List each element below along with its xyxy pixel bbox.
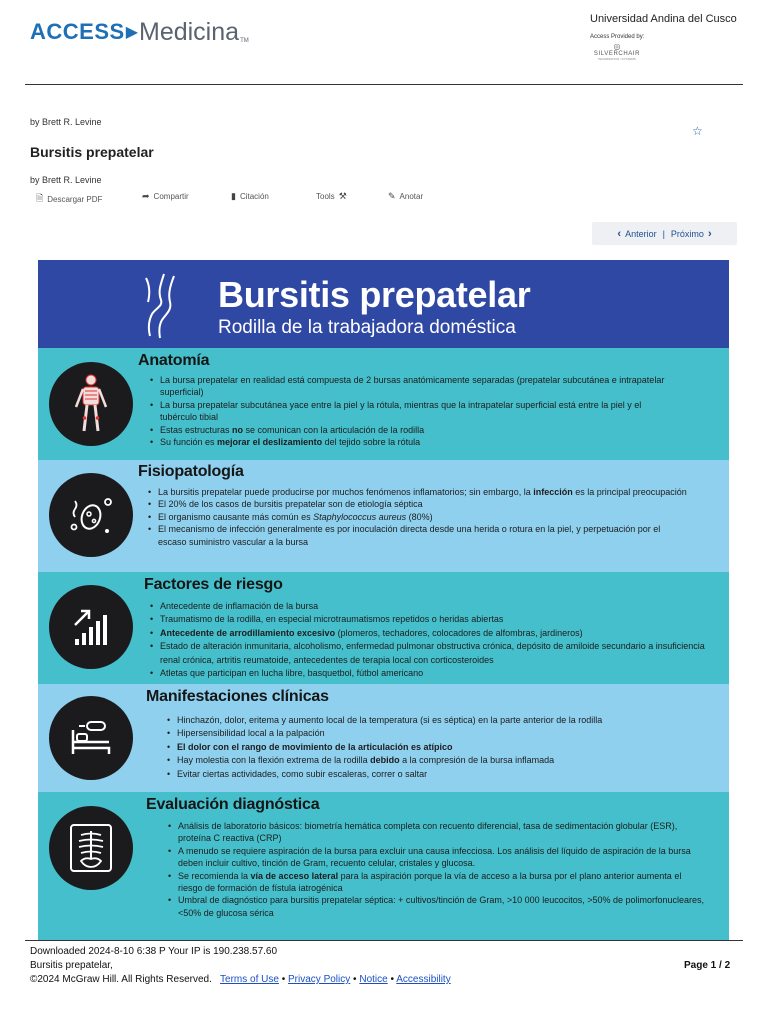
section-manifestaciones-clinicas bbox=[38, 684, 729, 792]
bullet-text: Estado de alteración inmunitaria, alcoholismo, enfermedad pulmonar obstructiva crónica, depósito de amiloide secundario a insuficiencia renal crónica, artritis reumatoide, antecedentes de terapia local con corticosteroides bbox=[160, 641, 705, 665]
share-button[interactable] bbox=[142, 191, 189, 202]
footer-divider bbox=[25, 940, 743, 941]
silverchair-logo bbox=[589, 43, 645, 61]
pdf-icon: 🗎 bbox=[36, 193, 44, 203]
download-pdf-label: Descargar PDF bbox=[47, 194, 103, 204]
bullet-item bbox=[166, 845, 706, 870]
download-info: Downloaded 2024-8-10 6:38 P Your IP is 190.238.57.60 bbox=[30, 946, 278, 957]
skeleton-icon bbox=[49, 362, 133, 446]
bullet-text: La bursitis prepatelar puede producirse por muchos fenómenos inflamatorios; sin embargo, la bbox=[158, 487, 534, 497]
bullet-item bbox=[146, 511, 691, 523]
bullet-text: infección bbox=[533, 487, 573, 497]
section-bullets bbox=[148, 600, 708, 680]
bullet-text: La bursa prepatelar subcutánea yace entre la piel y la rótula, mientras que la intrapatelar superficial está entre la piel y el tubérculo tibial bbox=[160, 399, 642, 423]
logo-access-text: ACCESS bbox=[30, 19, 125, 44]
share-label: Compartir bbox=[153, 192, 189, 201]
institution-name: Universidad Andina del Cusco bbox=[590, 13, 737, 25]
section-bullets bbox=[146, 486, 691, 548]
citation-icon: ▮ bbox=[231, 191, 236, 201]
bullet-text: Se recomienda la bbox=[178, 870, 251, 881]
infographic-banner bbox=[38, 260, 729, 348]
logo-arrow-icon: ▶ bbox=[125, 24, 138, 41]
bullet-text: Su función es bbox=[160, 437, 218, 448]
section-heading: Manifestaciones clínicas bbox=[146, 688, 329, 705]
bullet-item bbox=[146, 498, 691, 510]
silverchair-text: SILVERCHAIR bbox=[593, 51, 641, 57]
bullet-text: (80%) bbox=[406, 511, 433, 522]
logo-tm: TM bbox=[240, 38, 249, 44]
bullet-text: El 20% de los casos de bursitis prepatelar son de etiología séptica bbox=[158, 499, 423, 510]
section-anatomia bbox=[38, 348, 729, 460]
bullet-text: Estas estructuras bbox=[160, 424, 233, 435]
bullet-text: a la compresión de la bursa inflamada bbox=[399, 755, 555, 766]
accessmedicina-logo[interactable] bbox=[30, 12, 249, 52]
section-heading: Anatomía bbox=[138, 352, 210, 369]
tools-icon: ⚒ bbox=[338, 191, 347, 201]
bullet-text: del tejido sobre la rótula bbox=[322, 437, 421, 448]
bullet-text: Staphylococcus aureus bbox=[313, 511, 407, 522]
bullet-text: para la aspiración porque la vía de acceso a la bursa por el plano anterior aumenta el riesgo de formación de fístula iatrogénica bbox=[178, 870, 682, 894]
section-bullets bbox=[166, 820, 706, 919]
citation-button[interactable] bbox=[231, 191, 269, 202]
section-heading: Evaluación diagnóstica bbox=[146, 796, 320, 813]
next-link[interactable]: Próximo bbox=[670, 228, 704, 239]
bullet-text: se comunican con la articulación de la rodilla bbox=[243, 424, 425, 435]
bullet-item bbox=[148, 374, 673, 399]
pencil-icon: ✎ bbox=[388, 191, 396, 201]
chevron-right-icon[interactable]: › bbox=[707, 227, 712, 240]
bullet-text: Atletas que participan en lucha libre, basquetbol, fútbol americano bbox=[160, 668, 424, 679]
silverchair-mark-icon: ◎ bbox=[613, 42, 621, 51]
section-bullets bbox=[148, 374, 673, 448]
section-heading: Factores de riesgo bbox=[144, 576, 283, 593]
bullet-item bbox=[165, 714, 705, 727]
hospital-bed-icon bbox=[49, 696, 133, 780]
bullet-item bbox=[166, 894, 706, 919]
annotate-label: Anotar bbox=[399, 192, 424, 201]
bullet-text: debido bbox=[370, 755, 400, 766]
citation-label: Citación bbox=[239, 192, 269, 201]
leg-icon bbox=[138, 272, 178, 340]
bullet-item bbox=[165, 768, 705, 781]
bullet-item bbox=[148, 640, 708, 667]
link-separator: • bbox=[353, 974, 357, 985]
bullet-text: Hinchazón, dolor, eritema y aumento local de la temperatura (si es séptica) en la parte anterior de la rodilla bbox=[177, 715, 603, 725]
article-title: Bursitis prepatelar bbox=[30, 144, 154, 160]
footer-article-title: Bursitis prepatelar, bbox=[30, 960, 113, 971]
download-pdf-button[interactable] bbox=[36, 191, 102, 207]
silverchair-tagline: INFORMATION / SYSTEMS bbox=[598, 57, 636, 61]
bullet-text: Evitar ciertas actividades, como subir escaleras, correr o saltar bbox=[177, 768, 428, 779]
bullet-item bbox=[148, 600, 708, 613]
bullet-item bbox=[148, 627, 708, 640]
bullet-item bbox=[165, 741, 705, 754]
infographic-title: Bursitis prepatelar bbox=[218, 274, 531, 315]
logo-medicina-text: Medicina bbox=[139, 17, 240, 46]
bullet-text: Antecedente de arrodillamiento excesivo bbox=[160, 627, 336, 638]
section-heading: Fisiopatología bbox=[138, 463, 244, 480]
bullet-item bbox=[166, 820, 706, 845]
bullet-text: no bbox=[232, 424, 244, 435]
bullet-text: (plomeros, techadores, colocadores de alfombras, jardineros) bbox=[335, 627, 583, 638]
page-number: Page 1 / 2 bbox=[684, 960, 731, 971]
bullet-item bbox=[166, 870, 706, 895]
pager-separator: | bbox=[662, 228, 665, 239]
section-factores-de-riesgo bbox=[38, 572, 729, 684]
bullet-item bbox=[148, 667, 708, 680]
byline: by Brett R. Levine bbox=[30, 175, 102, 185]
terms-of-use-link[interactable]: Terms of Use bbox=[220, 974, 279, 985]
section-fisiopatologia bbox=[38, 460, 729, 572]
bullet-text: El mecanismo de infección generalmente es por inoculación directa desde una herida o rotura en la piel, y perpetuación por el escaso suministro vascular a la bursa bbox=[158, 524, 661, 547]
bullet-item bbox=[146, 523, 691, 548]
accessibility-link[interactable]: Accessibility bbox=[396, 974, 451, 985]
bullet-item bbox=[146, 486, 691, 498]
bullet-text: A menudo se requiere aspiración de la bursa para excluir una causa infecciosa. Los análisis del líquido de aspiración de la bursa deben incluir cultivo, tinción de Gram, recuento celular, cristales y glucosa. bbox=[178, 845, 691, 869]
copyright-text: ©2024 McGraw Hill. All Rights Reserved. bbox=[30, 974, 212, 985]
bullet-item bbox=[148, 424, 673, 436]
bullet-text: Traumatismo de la rodilla, en especial microtraumatismos repetidos o heridas abiertas bbox=[160, 614, 504, 625]
annotate-button[interactable] bbox=[388, 191, 423, 202]
bullet-text: La bursa prepatelar en realidad está compuesta de 2 bursas anatómicamente separadas (prepatelar subcutánea e intrapatelar superficial) bbox=[160, 375, 665, 398]
bullet-text: Antecedente de inflamación de la bursa bbox=[160, 601, 319, 611]
rising-bars-icon bbox=[49, 585, 133, 669]
bullet-text: mejorar el deslizamiento bbox=[217, 437, 323, 448]
bullet-text: Hay molestia con la flexión extrema de la rodilla bbox=[177, 755, 371, 766]
share-icon: ➦ bbox=[142, 191, 150, 201]
section-evaluacion-diagnostica bbox=[38, 792, 729, 940]
bullet-item bbox=[165, 754, 705, 767]
section-bullets bbox=[165, 714, 705, 781]
bullet-text: Análisis de laboratorio básicos: biometría hemática completa con recuento diferencial, tasa de sedimentación globular (ESR), proteína C reactiva (CRP) bbox=[178, 821, 678, 844]
bullet-text: El dolor con el rango de movimiento de la articulación es atípico bbox=[177, 741, 453, 752]
bullet-item bbox=[148, 399, 673, 424]
bullet-item bbox=[165, 727, 705, 740]
bullet-item bbox=[148, 436, 673, 448]
bullet-text: Hipersensibilidad local a la palpación bbox=[177, 728, 325, 739]
chevron-left-icon[interactable]: ‹ bbox=[617, 227, 622, 240]
byline-top: by Brett R. Levine bbox=[30, 117, 102, 127]
favorite-star-icon[interactable]: ☆ bbox=[692, 124, 703, 138]
bacteria-icon bbox=[49, 473, 133, 557]
link-separator: • bbox=[390, 974, 394, 985]
link-separator: • bbox=[281, 974, 286, 985]
infographic bbox=[38, 260, 729, 940]
bullet-text: vía de acceso lateral bbox=[250, 870, 339, 881]
bullet-text: es la principal preocupación bbox=[572, 487, 687, 497]
bullet-text: El organismo causante más común es bbox=[158, 511, 314, 522]
provided-by-label: Access Provided by: bbox=[590, 34, 645, 40]
bullet-item bbox=[148, 613, 708, 626]
header-divider bbox=[25, 84, 743, 85]
footer-copyright-line bbox=[30, 974, 451, 985]
tools-label: Tools bbox=[316, 192, 335, 201]
bullet-text: Umbral de diagnóstico para bursitis prepatelar séptica: + cultivos/tinción de Gram, >10 000 leucocitos, >50% de polimorfonucleares, <50% de glucosa sérica bbox=[178, 895, 705, 918]
privacy-policy-link[interactable]: Privacy Policy bbox=[288, 974, 351, 985]
previous-link[interactable]: Anterior bbox=[625, 228, 657, 239]
infographic-subtitle: Rodilla de la trabajadora doméstica bbox=[218, 317, 516, 338]
xray-icon bbox=[49, 806, 133, 890]
notice-link[interactable]: Notice bbox=[359, 974, 388, 985]
tools-button[interactable] bbox=[316, 191, 347, 202]
article-pager bbox=[592, 222, 737, 245]
